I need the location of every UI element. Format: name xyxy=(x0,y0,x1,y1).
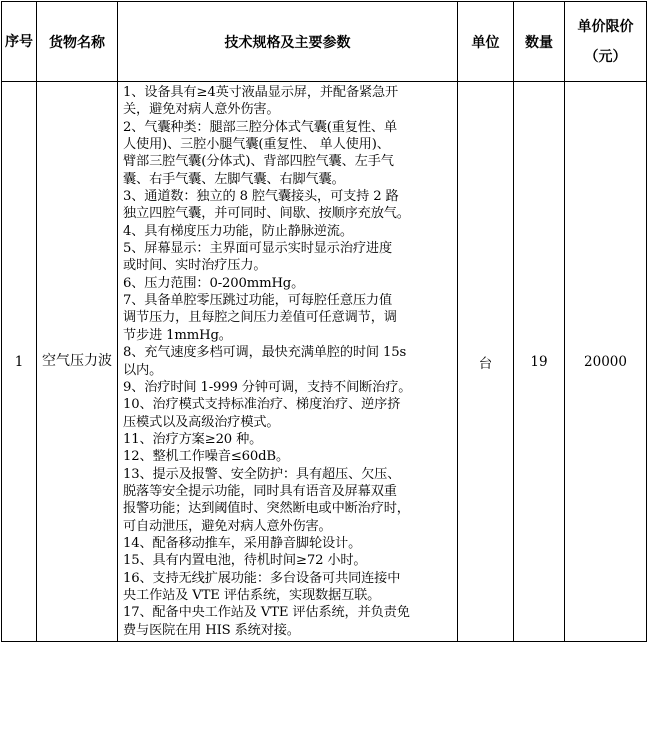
spec-line: 6、压力范围：0-200mmHg。 xyxy=(123,275,305,291)
spec-line: 16、支持无线扩展功能：多台设备可共同连接中 xyxy=(123,570,401,586)
spec-lines xyxy=(123,84,453,639)
row-unit: 台 xyxy=(458,82,514,642)
spec-line: 17、配备中央工作站及 VTE 评估系统，并负责免 xyxy=(123,605,410,621)
spec-line: 12、整机工作噪音≤60dB。 xyxy=(123,449,289,465)
header-price-line1: 单价限价 xyxy=(577,18,634,35)
spec-line: 15、具有内置电池，待机时间≥72 小时。 xyxy=(123,553,367,569)
spec-line: 14、配备移动推车，采用静音脚轮设计。 xyxy=(123,535,362,551)
spec-line: 5、屏幕显示：主界面可显示实时显示治疗进度 xyxy=(123,241,392,257)
spec-line: 10、治疗模式支持标准治疗、梯度治疗、逆序挤 xyxy=(123,397,401,413)
spec-line: 3、通道数：独立的 8 腔气囊接头，可支持 2 路 xyxy=(123,189,399,205)
spec-line: 1、设备具有≥4英寸液晶显示屏，并配备紧急开 xyxy=(123,85,399,100)
spec-line: 8、充气速度多档可调，最快充满单腔的时间 15s xyxy=(123,345,407,361)
spec-line: 可自动泄压，避免对病人意外伤害。 xyxy=(123,518,332,534)
spec-line: 囊、右手气囊、左脚气囊、右脚气囊。 xyxy=(123,171,345,187)
spec-line: 独立四腔气囊，并可同时、间歇、按顺序充放气。 xyxy=(123,206,410,222)
spec-line: 费与医院在用 HIS 系统对接。 xyxy=(123,622,300,638)
row-spec xyxy=(118,82,458,642)
spec-table xyxy=(1,1,647,642)
spec-line: 关，避免对病人意外伤害。 xyxy=(123,102,280,118)
header-name: 货物名称 xyxy=(37,2,118,82)
spec-line: 报警功能；达到阈值时、突然断电或中断治疗时， xyxy=(123,501,410,517)
spec-line: 臂部三腔气囊(分体式)、背部四腔气囊、左手气 xyxy=(123,154,394,170)
spec-line: 11、治疗方案≥20 种。 xyxy=(123,431,263,447)
spec-line: 9、治疗时间 1-999 分钟可调，支持不间断治疗。 xyxy=(123,379,412,395)
row-index: 1 xyxy=(2,82,37,642)
spec-line: 央工作站及 VTE 评估系统，实现数据互联。 xyxy=(123,587,381,603)
header-price-line2: （元） xyxy=(584,48,627,65)
spec-line: 4、具有梯度压力功能，防止静脉逆流。 xyxy=(123,223,353,239)
row-name: 空气压力波 xyxy=(37,82,118,642)
spec-line: 压模式以及高级治疗模式。 xyxy=(123,414,280,430)
header-index: 序号 xyxy=(2,2,37,82)
spec-line: 脱落等安全提示功能，同时具有语音及屏幕双重 xyxy=(123,483,397,499)
spec-line: 7、具备单腔零压跳过功能，可每腔任意压力值 xyxy=(123,293,392,309)
spec-line: 2、气囊种类：腿部三腔分体式气囊(重复性、单 xyxy=(123,119,397,135)
spec-line: 节步进 1mmHg。 xyxy=(123,327,232,343)
spec-line: 以内。 xyxy=(123,362,163,378)
spec-line: 13、提示及报警、安全防护：具有超压、欠压、 xyxy=(123,466,401,482)
row-price: 20000 xyxy=(565,82,647,642)
header-qty: 数量 xyxy=(514,2,565,82)
header-price xyxy=(565,2,647,82)
spec-line: 调节压力，且每腔之间压力差值可任意调节，调 xyxy=(123,310,397,326)
spec-line: 或时间、实时治疗压力。 xyxy=(123,258,267,274)
table-row xyxy=(2,82,647,642)
header-spec: 技术规格及主要参数 xyxy=(118,2,458,82)
header-unit: 单位 xyxy=(458,2,514,82)
row-qty: 19 xyxy=(514,82,565,642)
table-header-row xyxy=(2,2,647,82)
spec-line: 人使用)、三腔小腿气囊(重复性、 单人使用)、 xyxy=(123,137,390,153)
procurement-spec-document xyxy=(0,1,647,740)
